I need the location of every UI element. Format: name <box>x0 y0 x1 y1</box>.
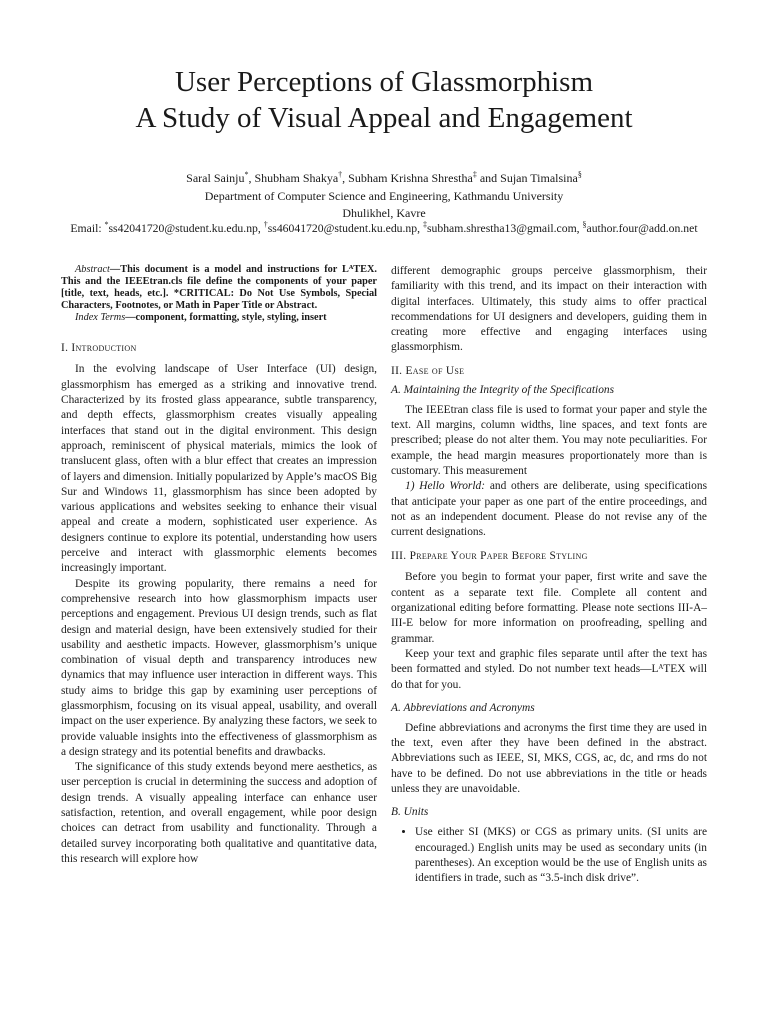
integrity-paragraph: The IEEEtran class file is used to format your paper and style the text. All margins, column widths, line spaces, and text fonts are prescribed; please do not alter them. You may note peculiarities. For example, the head margin measures proportionately more than is customary. This measurement <box>391 403 707 477</box>
email-mark: ‡ <box>422 220 427 229</box>
email-address: ss46041720@student.ku.edu.np, <box>267 222 423 235</box>
author-name: Subham Krishna Shrestha <box>348 171 473 185</box>
author-separator: , <box>248 171 255 185</box>
author-mark: ‡ <box>472 170 477 179</box>
index-terms-text: —component, formatting, style, styling, insert <box>125 312 327 324</box>
subsection-heading-abbreviations: A. Abbreviations and Acronyms <box>391 701 535 714</box>
author-list <box>0 171 768 186</box>
units-list <box>391 825 707 886</box>
author-name: Saral Sainju <box>186 171 245 185</box>
email-address: author.four@add.on.net <box>586 222 698 235</box>
section-heading-introduction: I. Introduction <box>61 342 137 355</box>
intro-paragraph-3: The significance of this study extends beyond mere aesthetics, as user perception is crucial in determining the success and adoption of design trends. A visually appealing interface can enhance user satisfaction, retention, and overall engagement, while poor design choices can detract from usability and functionality. Through a detailed survey incorporating both qualitative and quantitative data, this research will explore how <box>61 761 377 865</box>
hello-world-heading: 1) Hello Wrorld: <box>405 480 486 493</box>
abbreviations-paragraph: Define abbreviations and acronyms the first time they are used in the text, even after they have been defined in the abstract. Abbreviations such as IEEE, SI, MKS, CGS, ac, dc, and rms do not have to be defined. Do not use abbreviations in the title or heads unless they are unavoidable. <box>391 721 707 796</box>
author-name: Shubham Shakya <box>254 171 339 185</box>
email-address: ss42041720@student.ku.edu.np, <box>108 222 264 235</box>
email-mark: § <box>582 220 587 229</box>
email-mark: * <box>104 220 109 229</box>
prepare-paragraph-1: Before you begin to format your paper, first write and save the content as a separate text file. Complete all content and organizational editing before formatting. Please note sections III-A–III-E below for more information on proofreading, spelling and grammar. <box>391 571 707 645</box>
author-mark: * <box>244 170 249 179</box>
abstract-lead: Abstract <box>75 264 110 275</box>
affiliation-department: Department of Computer Science and Engineering, Kathmandu University <box>204 189 564 203</box>
section-heading-ease-of-use: II. Ease of Use <box>391 364 465 377</box>
email-line <box>0 221 768 236</box>
email-address: subham.shrestha13@gmail.com, <box>426 222 583 235</box>
intro-paragraph-2: Despite its growing popularity, there remains a need for comprehensive research into how glassmorphism impacts user perceptions and engagement. Previous UI design trends, such as flat design and material design, have been extensively studied for their usability and aesthetic impacts. However, glassmorphism’s unique combination of visual depth and transparency introduces new dynamics that may influence user interaction in different ways. This study aims to bridge this gap by examining user perceptions of glassmorphism, focusing on its visual appeal, usability, and overall impact on the user experience. By analyzing these factors, we seek to provide valuable insights into the effectiveness of glassmorphism as a design strategy and its potential benefits and drawbacks. <box>61 577 377 758</box>
right-column <box>391 264 707 887</box>
intro-paragraph-1: In the evolving landscape of User Interface (UI) design, glassmorphism has emerged as a striking and innovative trend. Characterized by its frosted glass appearance, subtle transparency, and depth effects, glassmorphism creates visually appealing interfaces that stand out in the digital environment. This design approach, reminiscent of physical materials, mimics the look of translucent glass, often with a blur effect that creates an impression of layers and dimension. Initially popularized by Apple’s macOS Big Sur and Windows 11, glassmorphism has since been adopted by various applications and websites seeking to enhance their visual appeal and create a modern, sophisticated user experience. As designers continue to explore its potential, understanding how users perceive and interact with glassmorphic elements becomes increasingly important. <box>61 363 377 575</box>
affiliation-location: Dhulikhel, Kavre <box>342 206 426 220</box>
email-label: Email: <box>70 222 105 235</box>
author-mark: † <box>338 170 343 179</box>
email-mark: † <box>263 220 268 229</box>
index-terms-lead: Index Terms <box>75 312 126 324</box>
prepare-paragraph-2: Keep your text and graphic files separate until after the text has been formatted and styled. Do not number text heads—LᴬTEX will do that for you. <box>391 647 707 691</box>
subsection-heading-units: B. Units <box>391 806 429 819</box>
author-separator: and <box>476 171 501 185</box>
abstract <box>61 264 377 312</box>
author-name: Sujan Timalsina <box>500 171 578 185</box>
hello-world-text: and others are deliberate, using specifications that anticipate your paper as one part of the entire proceedings, and not as an independent document. Please do not revise any of the current designations. <box>391 480 707 539</box>
subsection-heading-integrity: A. Maintaining the Integrity of the Specifications <box>391 383 615 396</box>
hello-world-paragraph <box>391 479 707 540</box>
author-mark: § <box>577 170 582 179</box>
abstract-text: —This document is a model and instructions for LᴬTEX. This and the IEEEtran.cls file define the components of your paper [title, text, heads, etc.]. *CRITICAL: Do Not Use Symbols, Special Characters, Footnotes, or Math in Paper Title or Abstract. <box>61 264 377 312</box>
paper-title-line1: User Perceptions of Glassmorphism <box>174 66 594 98</box>
intro-continued-paragraph: different demographic groups perceive glassmorphism, their familiarity with this trend, and its impact on their interaction with digital interfaces. Ultimately, this study aims to offer practical recommendations for UI designers and developers, guiding them in creating more effective and engaging interfaces using glassmorphism. <box>391 265 707 354</box>
index-terms <box>61 312 377 324</box>
paper-title-line2: A Study of Visual Appeal and Engagement <box>135 102 633 134</box>
list-item: • Use either SI (MKS) or CGS as primary units. (SI units are encouraged.) English units may be used as secondary units (in parentheses). An exception would be the use of English units as identifiers in trade, such as “3.5-inch disk drive”. <box>415 825 707 886</box>
author-separator: , <box>342 171 349 185</box>
section-heading-prepare: III. Prepare Your Paper Before Styling <box>391 550 588 563</box>
left-column <box>61 264 377 867</box>
